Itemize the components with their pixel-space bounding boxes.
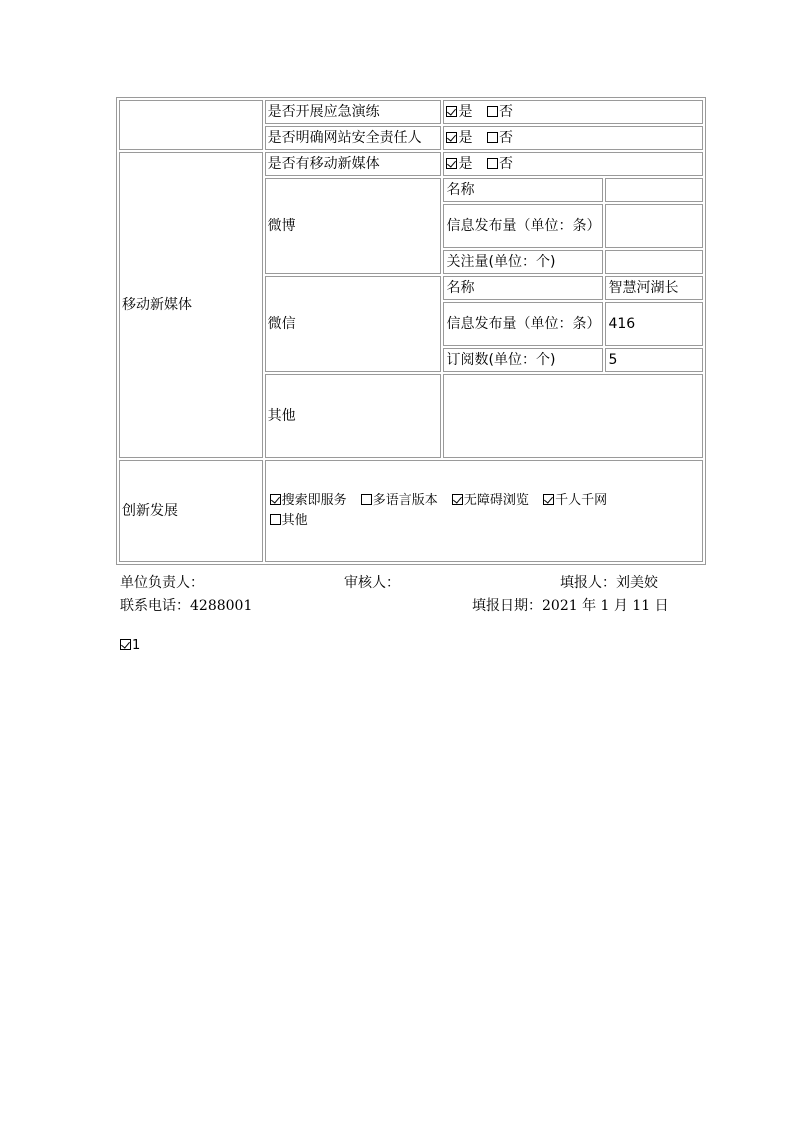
option-multilanguage: 多语言版本 [372, 493, 438, 508]
checked-box-icon [120, 639, 131, 650]
option-yes: 是 [458, 156, 473, 172]
option-no: 否 [498, 156, 513, 172]
weibo-name-label: 名称 [443, 178, 603, 202]
unchecked-box-icon[interactable] [487, 132, 498, 143]
option-other: 其他 [281, 513, 308, 528]
checked-box-icon[interactable] [543, 494, 554, 505]
checked-box-icon[interactable] [446, 106, 457, 117]
media-section-label: 移动新媒体 [119, 152, 263, 458]
fill-date: 填报日期：2021 年 1 月 11 日 [472, 598, 669, 614]
responsible-options [443, 126, 703, 150]
wechat-subs-value[interactable]: 5 [605, 348, 703, 372]
weibo-follow-label: 关注量(单位：个) [443, 250, 603, 274]
option-yes: 是 [458, 130, 473, 146]
option-personalized: 千人千网 [555, 493, 608, 508]
reviewer: 审核人： [344, 575, 400, 591]
weibo-name-value[interactable] [605, 178, 703, 202]
drill-options [443, 100, 703, 124]
blank-section-cell [119, 100, 263, 150]
checked-box-icon[interactable] [452, 494, 463, 505]
wechat-posts-value[interactable]: 416 [605, 302, 703, 346]
option-search-service: 搜索即服务 [281, 493, 347, 508]
weibo-follow-value[interactable] [605, 250, 703, 274]
option-no: 否 [498, 104, 513, 120]
footnote [120, 638, 140, 653]
checked-box-icon[interactable] [270, 494, 281, 505]
report-table [116, 97, 706, 565]
filler: 填报人：刘美姣 [560, 575, 658, 591]
weibo-posts-value[interactable] [605, 204, 703, 248]
option-accessibility: 无障碍浏览 [463, 493, 529, 508]
weibo-label: 微博 [265, 178, 442, 274]
has-media-label: 是否有移动新媒体 [265, 152, 442, 176]
unchecked-box-icon[interactable] [487, 158, 498, 169]
checked-box-icon[interactable] [446, 158, 457, 169]
wechat-name-value[interactable]: 智慧河湖长 [605, 276, 703, 300]
wechat-subs-label: 订阅数(单位：个) [443, 348, 603, 372]
wechat-name-label: 名称 [443, 276, 603, 300]
innovation-options [265, 460, 703, 562]
unchecked-box-icon[interactable] [270, 514, 281, 525]
other-label: 其他 [265, 374, 442, 458]
wechat-label: 微信 [265, 276, 442, 372]
option-no: 否 [498, 130, 513, 146]
weibo-posts-label: 信息发布量（单位：条） [443, 204, 603, 248]
contact-phone: 联系电话：4288001 [120, 598, 253, 614]
has-media-options [443, 152, 703, 176]
other-value[interactable] [443, 374, 703, 458]
responsible-label: 是否明确网站安全责任人 [265, 126, 442, 150]
option-yes: 是 [458, 104, 473, 120]
drill-label: 是否开展应急演练 [265, 100, 442, 124]
checked-box-icon[interactable] [446, 132, 457, 143]
innovation-label: 创新发展 [119, 460, 263, 562]
footnote-text: 1 [132, 638, 141, 653]
unchecked-box-icon[interactable] [361, 494, 372, 505]
unchecked-box-icon[interactable] [487, 106, 498, 117]
wechat-posts-label: 信息发布量（单位：条） [443, 302, 603, 346]
unit-head: 单位负责人： [120, 575, 204, 591]
